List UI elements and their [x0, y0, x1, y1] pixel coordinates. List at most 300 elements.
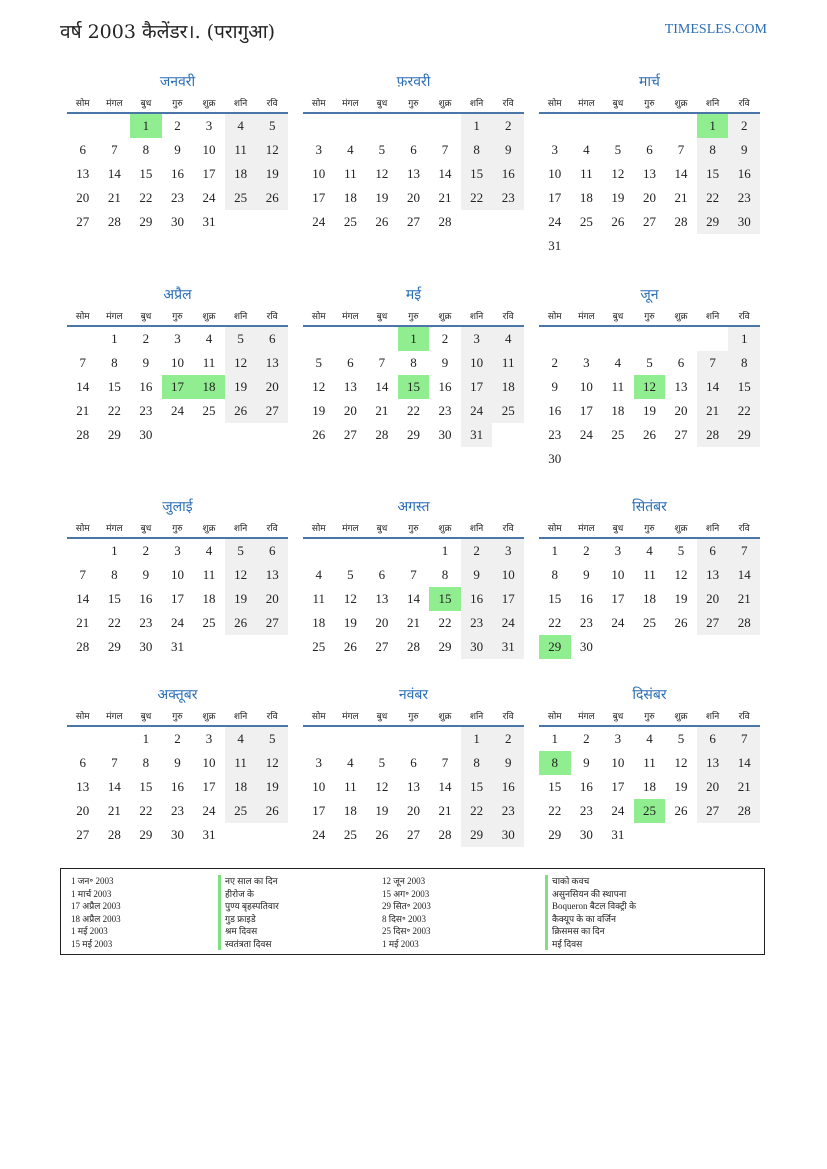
empty-cell — [665, 447, 697, 471]
day-cell: 16 — [492, 162, 524, 186]
empty-cell — [461, 210, 493, 234]
empty-cell — [335, 726, 367, 751]
day-cell: 29 — [406, 427, 420, 442]
day-cell: 21 — [728, 775, 760, 799]
day-cell: 22 — [139, 190, 153, 205]
day-cell: 22 — [548, 803, 562, 818]
day-cell: 14 — [728, 563, 760, 587]
legend-entry: 12 जून 2003 — [382, 876, 426, 886]
day-cell: 25 — [202, 615, 216, 630]
weekday-header: शनि — [461, 305, 493, 326]
day-cell: 18 — [579, 190, 593, 205]
day-cell: 16 — [579, 779, 593, 794]
empty-cell — [697, 447, 729, 471]
day-cell: 21 — [674, 190, 688, 205]
day-cell: 15 — [107, 379, 121, 394]
empty-cell — [665, 234, 697, 258]
day-cell: 12 — [256, 751, 288, 775]
weekday-header: बुध — [366, 517, 398, 538]
day-cell: 15 — [461, 775, 493, 799]
weekday-header: शनि — [225, 92, 257, 113]
weekday-header: मंगल — [571, 705, 603, 726]
day-cell: 25 — [225, 186, 257, 210]
day-cell: 12 — [343, 591, 357, 606]
weekday-header: मंगल — [99, 705, 131, 726]
day-cell: 5 — [378, 755, 386, 770]
day-cell: 8 — [111, 567, 118, 582]
day-cell: 28 — [76, 639, 90, 654]
day-cell: 4 — [205, 331, 213, 346]
day-cell: 26 — [343, 639, 357, 654]
weekday-header: मंगल — [335, 92, 367, 113]
weekday-header: रवि — [728, 92, 760, 113]
day-cell: 15 — [548, 779, 562, 794]
day-cell: 16 — [139, 379, 153, 394]
month-calendar — [539, 497, 760, 659]
weekday-header: शनि — [697, 92, 729, 113]
day-cell: 8 — [728, 351, 760, 375]
day-cell: 28 — [697, 423, 729, 447]
empty-cell — [256, 635, 288, 659]
day-cell: 1 — [398, 326, 430, 351]
day-cell: 6 — [697, 726, 729, 751]
day-cell: 9 — [492, 138, 524, 162]
empty-cell — [335, 326, 367, 351]
day-cell: 13 — [406, 779, 420, 794]
day-cell: 8 — [461, 138, 493, 162]
weekday-header: मंगल — [571, 305, 603, 326]
month-calendar — [303, 497, 524, 659]
day-cell: 3 — [614, 731, 622, 746]
day-cell: 22 — [697, 186, 729, 210]
day-cell: 11 — [225, 138, 257, 162]
day-cell: 3 — [174, 543, 181, 558]
day-cell: 23 — [438, 403, 452, 418]
empty-cell — [539, 113, 571, 138]
day-cell: 4 — [225, 726, 257, 751]
day-cell: 7 — [697, 351, 729, 375]
day-cell: 24 — [461, 399, 493, 423]
empty-cell — [571, 113, 603, 138]
weekday-header: शनि — [697, 305, 729, 326]
weekday-header: शुक्र — [193, 517, 225, 538]
legend-entry: 1 जन॰ 2003 — [71, 876, 114, 886]
day-cell: 4 — [614, 355, 622, 370]
weekday-header: शुक्र — [429, 305, 461, 326]
empty-cell — [728, 823, 760, 847]
day-cell: 5 — [347, 567, 354, 582]
day-cell: 5 — [225, 538, 257, 563]
weekday-header: बुध — [130, 92, 162, 113]
month-calendar — [67, 497, 288, 659]
day-cell: 30 — [438, 427, 452, 442]
day-cell: 11 — [344, 779, 357, 794]
day-cell: 12 — [375, 779, 389, 794]
weekday-header: गुरु — [398, 705, 430, 726]
day-cell: 1 — [111, 543, 118, 558]
day-cell: 26 — [674, 803, 688, 818]
day-cell: 1 — [111, 331, 118, 346]
month-name: मार्च — [639, 74, 660, 90]
day-cell: 21 — [76, 615, 90, 630]
empty-cell — [697, 635, 729, 659]
day-cell: 24 — [579, 427, 593, 442]
weekday-header: सोम — [539, 705, 571, 726]
day-cell: 9 — [441, 355, 449, 370]
empty-cell — [697, 823, 729, 847]
month-calendar — [67, 285, 288, 447]
day-cell: 2 — [174, 731, 181, 746]
weekday-header: शनि — [225, 305, 257, 326]
day-cell: 27 — [674, 427, 688, 442]
day-cell: 10 — [492, 563, 524, 587]
empty-cell — [634, 326, 666, 351]
legend-dates-col-2 — [382, 875, 431, 950]
day-cell: 13 — [375, 591, 389, 606]
day-cell: 15 — [107, 591, 121, 606]
day-cell: 3 — [205, 731, 213, 746]
day-cell: 8 — [410, 355, 417, 370]
day-cell: 31 — [611, 827, 625, 842]
empty-cell — [193, 423, 225, 447]
day-cell: 17 — [611, 779, 625, 794]
day-cell: 13 — [76, 779, 90, 794]
empty-cell — [256, 423, 288, 447]
day-cell: 17 — [162, 375, 194, 399]
day-cell: 25 — [343, 827, 357, 842]
weekday-header: शनि — [461, 705, 493, 726]
weekday-header: रवि — [728, 705, 760, 726]
day-cell: 6 — [347, 355, 354, 370]
day-cell: 18 — [611, 403, 625, 418]
empty-cell — [67, 726, 99, 751]
day-cell: 6 — [646, 142, 653, 157]
day-cell: 2 — [583, 543, 590, 558]
day-cell: 8 — [697, 138, 729, 162]
weekday-header: शुक्र — [193, 705, 225, 726]
day-cell: 11 — [344, 166, 357, 181]
day-cell: 22 — [438, 615, 452, 630]
weekday-header: शुक्र — [429, 705, 461, 726]
weekday-header: शुक्र — [193, 92, 225, 113]
day-cell: 3 — [315, 142, 323, 157]
day-cell: 1 — [130, 113, 162, 138]
day-cell: 17 — [492, 587, 524, 611]
day-cell: 29 — [107, 427, 121, 442]
day-cell: 31 — [548, 238, 562, 253]
day-cell: 4 — [646, 543, 653, 558]
legend-entry: 1 मार्च 2003 — [71, 888, 112, 899]
day-cell: 14 — [728, 751, 760, 775]
day-cell: 13 — [343, 379, 357, 394]
weekday-header: शुक्र — [665, 305, 697, 326]
day-cell: 21 — [406, 615, 420, 630]
legend-entry: असुनसियन की स्थापना — [545, 888, 636, 901]
day-cell: 22 — [728, 399, 760, 423]
day-cell: 26 — [642, 427, 656, 442]
day-cell: 9 — [492, 751, 524, 775]
day-cell: 26 — [225, 399, 257, 423]
day-cell: 15 — [398, 375, 430, 399]
empty-cell — [398, 113, 430, 138]
weekday-header: गुरु — [634, 305, 666, 326]
day-cell: 20 — [256, 375, 288, 399]
legend-entry: श्रम दिवस — [218, 925, 279, 938]
day-cell: 17 — [202, 779, 216, 794]
day-cell: 13 — [674, 379, 688, 394]
legend-entry: 25 दिस॰ 2003 — [382, 926, 431, 936]
legend-entry: Boqueron बैटल विक्ट्री के — [545, 900, 636, 913]
day-cell: 13 — [76, 166, 90, 181]
legend-entry: 15 अग॰ 2003 — [382, 888, 430, 899]
day-cell: 11 — [580, 166, 593, 181]
day-cell: 18 — [492, 375, 524, 399]
day-cell: 7 — [79, 567, 87, 582]
weekday-header: बुध — [602, 92, 634, 113]
empty-cell — [225, 210, 257, 234]
day-cell: 15 — [139, 166, 153, 181]
day-cell: 18 — [312, 615, 326, 630]
day-cell: 4 — [315, 567, 323, 582]
weekday-header: गुरु — [398, 305, 430, 326]
day-cell: 10 — [611, 755, 625, 770]
day-cell: 30 — [461, 635, 493, 659]
legend-entry: नए साल का दिन — [218, 875, 279, 888]
month-calendar — [67, 72, 288, 234]
day-cell: 20 — [674, 403, 688, 418]
day-cell: 11 — [492, 351, 524, 375]
day-cell: 15 — [461, 162, 493, 186]
day-cell: 31 — [170, 639, 184, 654]
empty-cell — [728, 447, 760, 471]
day-cell: 29 — [697, 210, 729, 234]
empty-cell — [366, 326, 398, 351]
day-cell: 17 — [170, 591, 184, 606]
day-cell: 11 — [202, 355, 216, 370]
day-cell: 19 — [674, 591, 688, 606]
weekday-header: शुक्र — [193, 305, 225, 326]
weekday-header: रवि — [256, 517, 288, 538]
day-cell: 11 — [611, 379, 625, 394]
day-cell: 6 — [256, 326, 288, 351]
weekday-header: शनि — [225, 705, 257, 726]
day-cell: 27 — [406, 214, 420, 229]
day-cell: 22 — [107, 403, 121, 418]
weekday-header: रवि — [256, 92, 288, 113]
day-cell: 26 — [225, 611, 257, 635]
weekday-header: मंगल — [335, 517, 367, 538]
site-link[interactable]: TIMESLES.COM — [664, 22, 767, 37]
legend-entry: चाको कवच — [545, 875, 636, 888]
empty-cell — [67, 538, 99, 563]
day-cell: 20 — [642, 190, 656, 205]
empty-cell — [335, 113, 367, 138]
day-cell: 2 — [551, 355, 559, 370]
day-cell: 14 — [107, 779, 121, 794]
day-cell: 22 — [461, 799, 493, 823]
day-cell: 16 — [438, 379, 452, 394]
day-cell: 4 — [583, 142, 590, 157]
day-cell: 8 — [142, 142, 150, 157]
empty-cell — [256, 210, 288, 234]
weekday-header: सोम — [67, 705, 99, 726]
day-cell: 23 — [579, 615, 593, 630]
empty-cell — [634, 823, 666, 847]
day-cell: 23 — [728, 186, 760, 210]
weekday-header: मंगल — [335, 705, 367, 726]
day-cell: 19 — [312, 403, 326, 418]
day-cell: 18 — [642, 591, 656, 606]
day-cell: 10 — [548, 166, 562, 181]
day-cell: 27 — [76, 214, 90, 229]
day-cell: 16 — [728, 162, 760, 186]
empty-cell — [665, 326, 697, 351]
day-cell: 15 — [548, 591, 562, 606]
day-cell: 24 — [611, 615, 625, 630]
day-cell: 20 — [697, 775, 729, 799]
legend-entry: 8 दिस॰ 2003 — [382, 913, 427, 924]
day-cell: 26 — [256, 186, 288, 210]
day-cell: 30 — [139, 639, 153, 654]
empty-cell — [67, 326, 99, 351]
day-cell: 27 — [76, 827, 90, 842]
empty-cell — [602, 635, 634, 659]
day-cell: 10 — [611, 567, 625, 582]
day-cell: 11 — [225, 751, 257, 775]
weekday-header: शनि — [461, 517, 493, 538]
weekday-header: बुध — [130, 517, 162, 538]
weekday-header: सोम — [303, 92, 335, 113]
day-cell: 5 — [677, 543, 685, 558]
legend-entry: 29 सित॰ 2003 — [382, 901, 431, 911]
legend-entry: गुड फ्राइडे — [218, 913, 279, 926]
legend-entry: मई दिवस — [545, 938, 636, 951]
day-cell: 16 — [461, 587, 493, 611]
weekday-header: रवि — [728, 517, 760, 538]
day-cell: 12 — [634, 375, 666, 399]
empty-cell — [398, 538, 430, 563]
day-cell: 3 — [174, 331, 181, 346]
day-cell: 13 — [406, 166, 420, 181]
weekday-header: सोम — [303, 305, 335, 326]
empty-cell — [697, 326, 729, 351]
day-cell: 18 — [343, 803, 357, 818]
day-cell: 13 — [697, 751, 729, 775]
holiday-legend — [60, 868, 765, 955]
day-cell: 2 — [728, 113, 760, 138]
day-cell: 25 — [312, 639, 326, 654]
day-cell: 4 — [347, 755, 354, 770]
month-name: जनवरी — [159, 74, 196, 90]
day-cell: 10 — [312, 166, 326, 181]
weekday-header: रवि — [728, 305, 760, 326]
day-cell: 9 — [583, 567, 590, 582]
day-cell: 24 — [611, 803, 625, 818]
day-cell: 21 — [375, 403, 389, 418]
weekday-header: बुध — [366, 305, 398, 326]
weekday-header: रवि — [492, 517, 524, 538]
day-cell: 12 — [312, 379, 326, 394]
weekday-header: गुरु — [634, 705, 666, 726]
legend-dates-col-1 — [71, 875, 121, 950]
day-cell: 28 — [438, 214, 452, 229]
day-cell: 21 — [76, 403, 90, 418]
day-cell: 15 — [697, 162, 729, 186]
day-cell: 11 — [202, 567, 216, 582]
empty-cell — [665, 823, 697, 847]
day-cell: 31 — [202, 214, 216, 229]
day-cell: 28 — [76, 427, 90, 442]
day-cell: 14 — [406, 591, 420, 606]
day-cell: 7 — [441, 142, 449, 157]
empty-cell — [225, 823, 257, 847]
empty-cell — [99, 113, 131, 138]
day-cell: 24 — [170, 615, 184, 630]
day-cell: 1 — [441, 543, 449, 558]
day-cell: 30 — [170, 827, 184, 842]
month-name: अप्रैल — [163, 287, 192, 303]
day-cell: 25 — [634, 799, 666, 823]
day-cell: 17 — [548, 190, 562, 205]
day-cell: 17 — [312, 803, 326, 818]
day-cell: 18 — [225, 162, 257, 186]
day-cell: 26 — [312, 427, 326, 442]
day-cell: 29 — [548, 827, 562, 842]
month-name: जून — [640, 287, 659, 303]
day-cell: 10 — [579, 379, 593, 394]
day-cell: 12 — [256, 138, 288, 162]
month-calendar — [303, 685, 524, 847]
weekday-header: गुरु — [398, 517, 430, 538]
legend-entry: 1 मई 2003 — [382, 938, 419, 949]
day-cell: 26 — [375, 827, 389, 842]
day-cell: 14 — [107, 166, 121, 181]
empty-cell — [728, 234, 760, 258]
day-cell: 14 — [438, 779, 452, 794]
day-cell: 17 — [202, 166, 216, 181]
day-cell: 29 — [728, 423, 760, 447]
day-cell: 27 — [697, 611, 729, 635]
day-cell: 31 — [461, 423, 493, 447]
month-calendar — [539, 685, 760, 847]
weekday-header: बुध — [602, 705, 634, 726]
day-cell: 16 — [170, 779, 184, 794]
day-cell: 29 — [139, 827, 153, 842]
day-cell: 27 — [406, 827, 420, 842]
day-cell: 18 — [642, 779, 656, 794]
day-cell: 12 — [225, 563, 257, 587]
day-cell: 2 — [492, 113, 524, 138]
day-cell: 5 — [256, 113, 288, 138]
legend-entry: 1 मई 2003 — [71, 926, 108, 936]
day-cell: 21 — [438, 803, 452, 818]
day-cell: 10 — [461, 351, 493, 375]
month-name: अगस्त — [397, 499, 430, 515]
day-cell: 9 — [551, 379, 559, 394]
day-cell: 18 — [343, 190, 357, 205]
weekday-header: रवि — [492, 305, 524, 326]
day-cell: 10 — [312, 779, 326, 794]
weekday-header: रवि — [492, 705, 524, 726]
day-cell: 27 — [642, 214, 656, 229]
weekday-header: गुरु — [398, 92, 430, 113]
day-cell: 12 — [674, 755, 688, 770]
weekday-header: गुरु — [162, 517, 194, 538]
day-cell: 19 — [375, 190, 389, 205]
day-cell: 6 — [410, 755, 417, 770]
empty-cell — [602, 234, 634, 258]
day-cell: 7 — [410, 567, 417, 582]
